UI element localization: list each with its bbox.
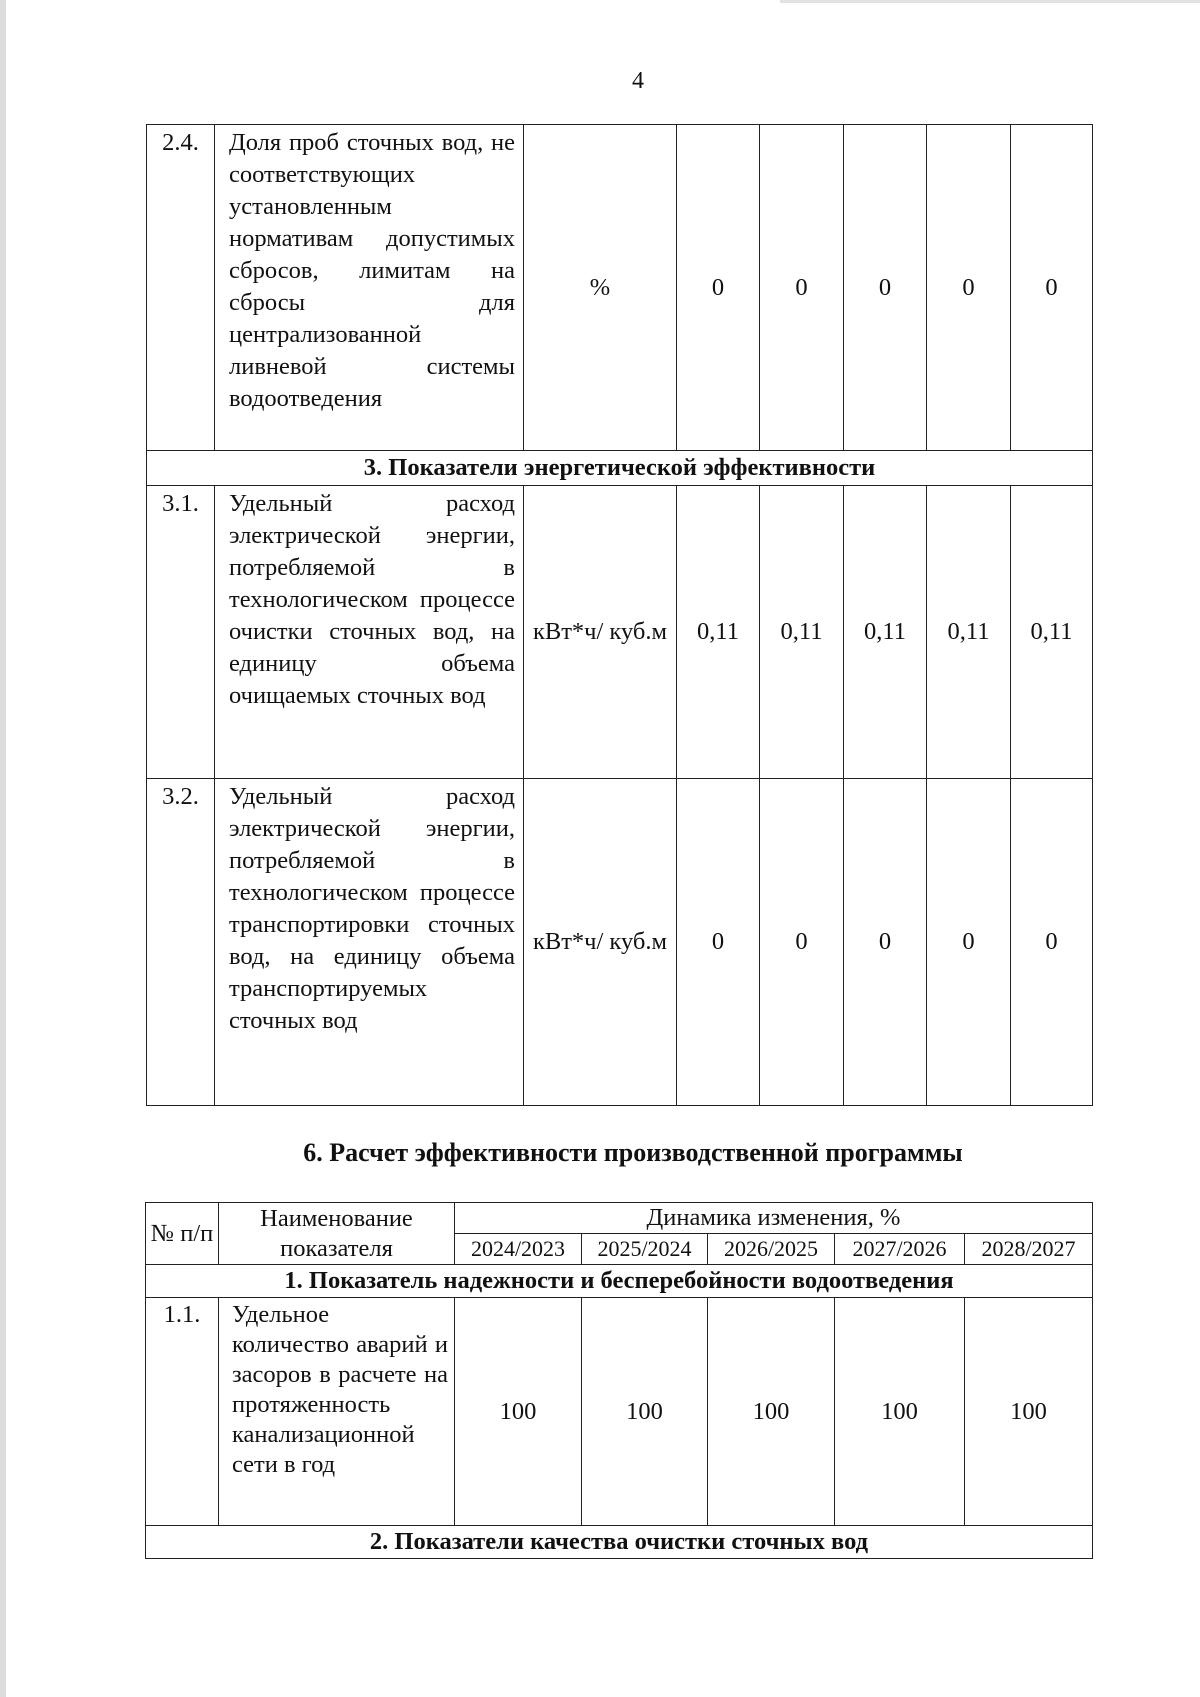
page-number: 4 <box>632 68 644 94</box>
year-header: 2027/2026 <box>835 1234 965 1265</box>
indicators-table-continued <box>146 124 1093 1106</box>
value-cell: 0,11 <box>677 486 760 779</box>
value-cell: 100 <box>582 1298 708 1526</box>
row-number: 3.2. <box>147 779 215 1106</box>
value-cell: 0 <box>927 125 1011 451</box>
header-name: Наименование показателя <box>219 1203 455 1265</box>
value-cell: 100 <box>455 1298 582 1526</box>
unit-cell: кВт*ч/ куб.м <box>524 486 677 779</box>
indicator-name: Удельный расход электрической энергии, потребляемой в технологическом процессе очистки сточных вод, на единицу объема очищаемых сточных вод <box>215 486 524 779</box>
year-header: 2026/2025 <box>708 1234 835 1265</box>
value-cell: 0 <box>760 779 844 1106</box>
section-1-title: 1. Показатель надежности и бесперебойности водоотведения <box>146 1265 1093 1298</box>
value-cell: 0 <box>844 779 927 1106</box>
value-cell: 0,11 <box>1011 486 1093 779</box>
table-row <box>147 486 1093 779</box>
value-cell: 100 <box>965 1298 1093 1526</box>
unit-cell: кВт*ч/ куб.м <box>524 779 677 1106</box>
section-header-row <box>146 1526 1093 1559</box>
efficiency-table <box>145 1202 1093 1559</box>
scan-edge-top <box>780 0 1200 3</box>
section-3-title: 3. Показатели энергетической эффективности <box>147 451 1093 486</box>
value-cell: 0 <box>1011 779 1093 1106</box>
table-row <box>147 779 1093 1106</box>
year-header: 2024/2023 <box>455 1234 582 1265</box>
row-number: 1.1. <box>146 1298 219 1526</box>
value-cell: 0,11 <box>927 486 1011 779</box>
table-row <box>147 125 1093 451</box>
section-6-title: 6. Расчет эффективности производственной программы <box>303 1138 963 1167</box>
indicator-name: Удельное количество аварий и засоров в расчете на протяженность канализационной сети в год <box>219 1298 455 1526</box>
header-number: № п/п <box>146 1203 219 1265</box>
unit-cell: % <box>524 125 677 451</box>
section-header-row <box>146 1265 1093 1298</box>
year-header: 2028/2027 <box>965 1234 1093 1265</box>
value-cell: 100 <box>835 1298 965 1526</box>
row-number: 3.1. <box>147 486 215 779</box>
table-header-row <box>146 1203 1093 1234</box>
value-cell: 0 <box>677 125 760 451</box>
row-number: 2.4. <box>147 125 215 451</box>
indicator-name: Доля проб сточных вод, не соответствующих установленным нормативам допустимых сбросов, лимитам на сбросы для централизованной ливневой системы водоотведения <box>215 125 524 451</box>
value-cell: 0 <box>1011 125 1093 451</box>
section-header-row <box>147 451 1093 486</box>
value-cell: 0,11 <box>760 486 844 779</box>
value-cell: 0 <box>927 779 1011 1106</box>
table-row <box>146 1298 1093 1526</box>
indicator-name: Удельный расход электрической энергии, потребляемой в технологическом процессе транспортировки сточных вод, на единицу объема транспортируемых сточных вод <box>215 779 524 1106</box>
value-cell: 0 <box>677 779 760 1106</box>
value-cell: 100 <box>708 1298 835 1526</box>
section-2-title: 2. Показатели качества очистки сточных вод <box>146 1526 1093 1559</box>
year-header: 2025/2024 <box>582 1234 708 1265</box>
header-dynamics: Динамика изменения, % <box>455 1203 1093 1234</box>
value-cell: 0 <box>844 125 927 451</box>
value-cell: 0,11 <box>844 486 927 779</box>
scan-edge-left <box>0 0 6 1697</box>
value-cell: 0 <box>760 125 844 451</box>
